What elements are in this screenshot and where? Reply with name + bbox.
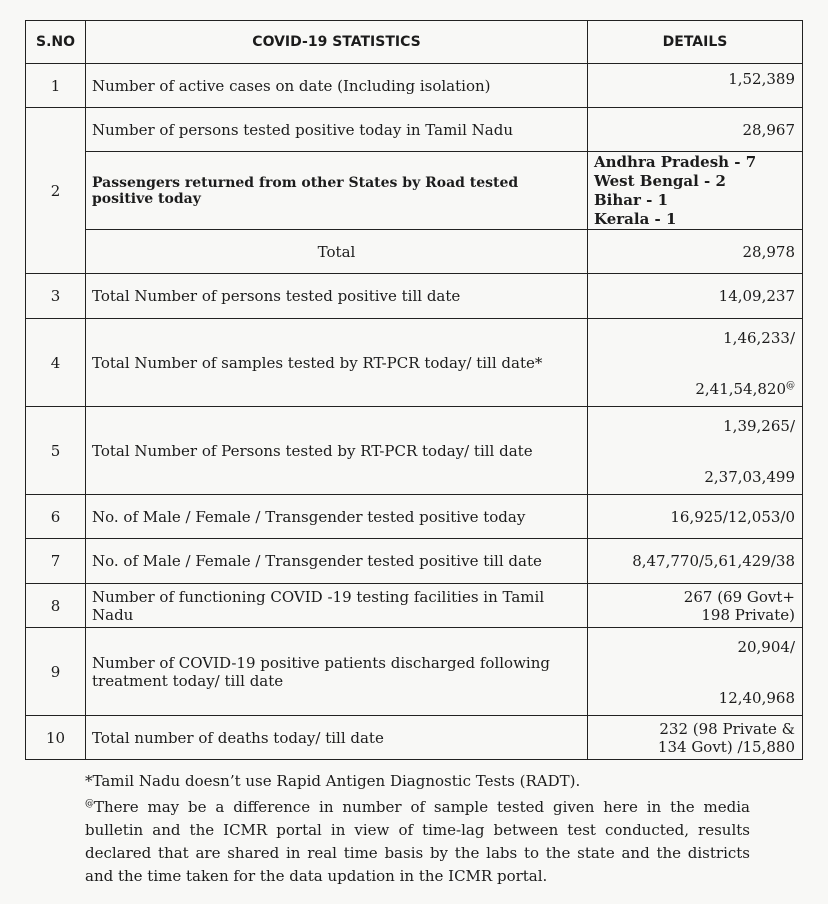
row-number: 2 (26, 108, 86, 274)
covid-statistics-table (25, 20, 803, 760)
row-value: 28,967 (588, 108, 803, 152)
footnotes (85, 770, 750, 888)
state-item: Kerala - 1 (594, 209, 677, 228)
value-today: 20,904/ (737, 638, 795, 656)
table-row (26, 64, 803, 108)
row-label: Total Number of Persons tested by RT-PCR today/ till date (86, 407, 588, 495)
table-row (26, 495, 803, 539)
row-number: 4 (26, 319, 86, 407)
row-number: 9 (26, 628, 86, 716)
total-value: 28,978 (588, 230, 803, 274)
row-number: 3 (26, 274, 86, 319)
table-header-row (26, 21, 803, 64)
table-row (26, 230, 803, 274)
row-label: No. of Male / Female / Transgender tested positive till date (86, 539, 588, 584)
row-value (588, 628, 803, 716)
at-mark: @ (786, 381, 795, 391)
row-label: Number of persons tested positive today in Tamil Nadu (86, 108, 588, 152)
row-number: 8 (26, 584, 86, 628)
at-mark: @ (85, 799, 94, 809)
row-value: 1,52,389 (588, 64, 803, 108)
value-today: 1,39,265/ (723, 417, 795, 435)
row-value: 232 (98 Private & 134 Govt) /15,880 (588, 716, 803, 760)
row-number: 6 (26, 495, 86, 539)
table-row (26, 407, 803, 495)
header-stats: COVID-19 STATISTICS (86, 21, 588, 64)
total-label: Total (86, 230, 588, 274)
state-item: Andhra Pradesh - 7 (594, 152, 757, 171)
state-item: Bihar - 1 (594, 190, 669, 209)
row-label: Number of COVID-19 positive patients discharged following treatment today/ till date (86, 628, 588, 716)
header-details: DETAILS (588, 21, 803, 64)
state-item: West Bengal - 2 (594, 171, 726, 190)
states-list (588, 152, 803, 230)
value-total: 2,41,54,820@ (695, 380, 795, 398)
row-label: Number of active cases on date (Including isolation) (86, 64, 588, 108)
row-label: Passengers returned from other States by Road tested positive today (86, 152, 588, 230)
table-row (26, 108, 803, 152)
footnote-icmr: @There may be a difference in number of sample tested given here in the media bulletin and the ICMR portal in view of time-lag between test conducted, results declared that are shared in real time basis by the labs to the state and the districts and the time taken for the data updation in the ICMR portal. (85, 798, 750, 885)
row-number: 7 (26, 539, 86, 584)
row-value: 267 (69 Govt+ 198 Private) (588, 584, 803, 628)
row-number: 1 (26, 64, 86, 108)
header-sno: S.NO (26, 21, 86, 64)
table-row (26, 628, 803, 716)
row-value: 8,47,770/5,61,429/38 (588, 539, 803, 584)
footnote-radt: *Tamil Nadu doesn’t use Rapid Antigen Diagnostic Tests (RADT). (85, 772, 581, 790)
table-row (26, 716, 803, 760)
row-label: Number of functioning COVID -19 testing facilities in Tamil Nadu (86, 584, 588, 628)
row-number: 5 (26, 407, 86, 495)
value-total: 2,37,03,499 (704, 468, 795, 486)
table-row (26, 584, 803, 628)
table-row (26, 274, 803, 319)
row-value (588, 407, 803, 495)
row-label: No. of Male / Female / Transgender tested positive today (86, 495, 588, 539)
row-value: 16,925/12,053/0 (588, 495, 803, 539)
value-total: 12,40,968 (718, 689, 795, 707)
row-label: Total Number of persons tested positive till date (86, 274, 588, 319)
row-label: Total Number of samples tested by RT-PCR today/ till date* (86, 319, 588, 407)
table-row (26, 152, 803, 230)
row-value: 14,09,237 (588, 274, 803, 319)
row-number: 10 (26, 716, 86, 760)
row-value (588, 319, 803, 407)
value-today: 1,46,233/ (723, 329, 795, 347)
table-row (26, 539, 803, 584)
row-label: Total number of deaths today/ till date (86, 716, 588, 760)
table-row (26, 319, 803, 407)
